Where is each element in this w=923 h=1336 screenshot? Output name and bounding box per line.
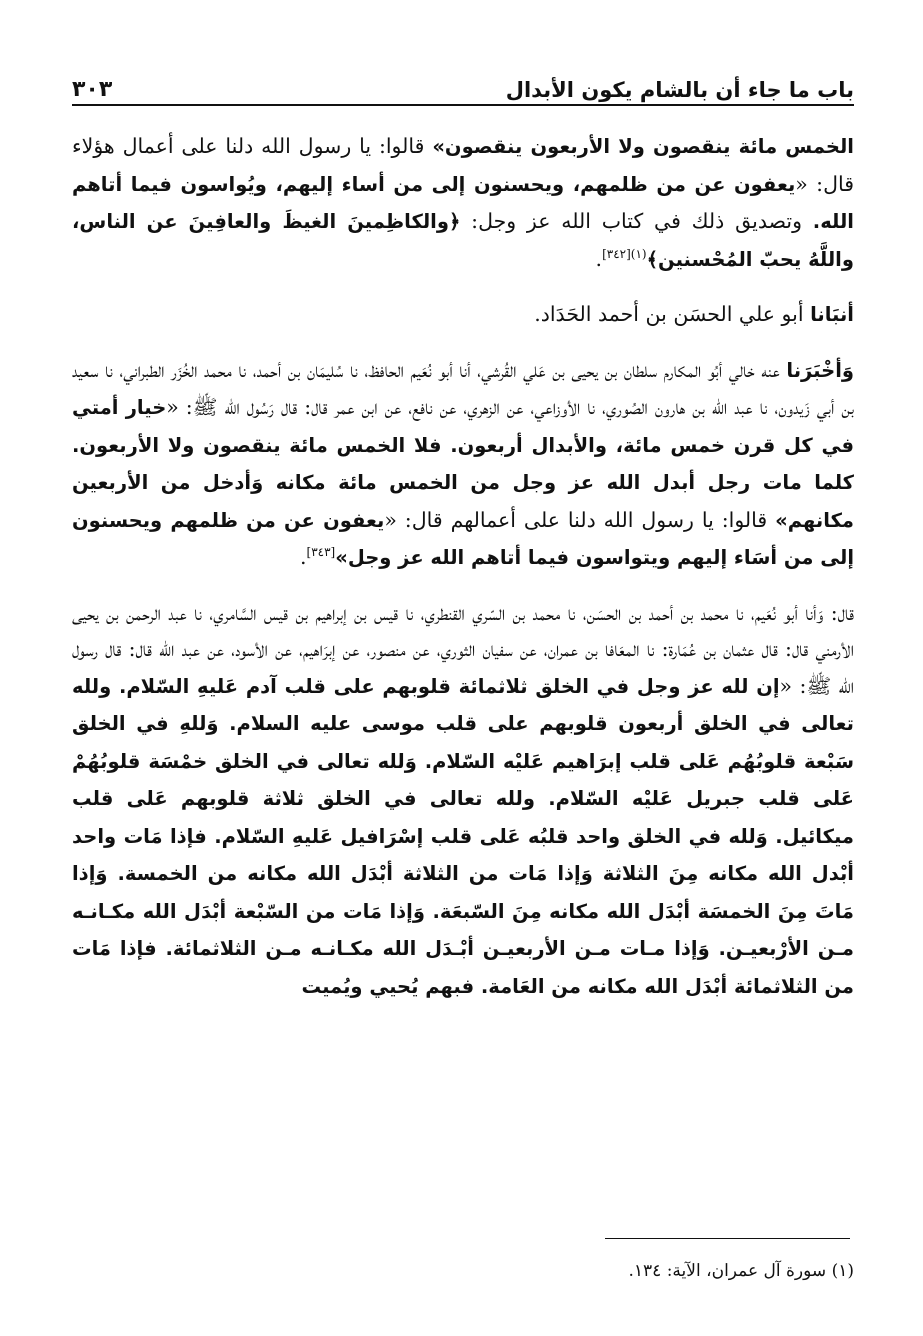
footnote-divider: [605, 1238, 850, 1239]
narration-text: وتصديق ذلك في كتاب الله عز وجل:: [460, 209, 813, 233]
main-text: [72, 128, 854, 1005]
hadith-text: يعفون عن من ظلمهم، ويحسنون إلى من أساء إليهم، ويُواسون فيما أتاهم الله.: [72, 172, 854, 233]
paragraph-1: [72, 128, 854, 278]
transmission-term: وَأخْبَرَنا: [786, 358, 854, 382]
transmission-term: أنبَانا: [810, 303, 854, 326]
paragraph-2: [72, 296, 854, 334]
footnote-marker: (١): [630, 246, 647, 261]
hadith-text: يعفون عن من ظلمهم ويحسنون إلى من أسَاء إليهم ويتواسون فيما أتاهم الله عز وجل»: [72, 508, 854, 569]
footnote-text: سورة آل عمران، الآية: ١٣٤.: [628, 1261, 832, 1281]
header-divider: [72, 104, 854, 106]
quran-verse: ﴿والكاظِمينَ الغيظَ والعافِينَ عن الناس، واللَّهُ يحبّ المُحْسنين﴾: [72, 210, 854, 271]
footnote: [72, 1258, 854, 1284]
hadith-text: الخمس مائة ينقصون ولا الأربعون ينقصون»: [432, 135, 854, 158]
paragraph-3: [72, 352, 854, 577]
reference-number: [٣٤٢]: [602, 246, 631, 261]
footnote-number: (١): [831, 1261, 854, 1281]
sentence-end: .: [299, 545, 307, 569]
isnad-text: عنه خالي أبُو المكارم سلطان بن يحيى بن عَلي القُرشي، أنا أبو نُعَيم الحافظ، نا سُليمَان بن أحمد، نا محمد الخُزَر الطبراني، نا سعيد بن أبي زَيدون، نا عبد اللّه بن هارون الصُوري، نا الأوزاعي، عن الزهري، عن نافع، عن ابن عمر قال: قال رَسُول الله ﷺ: «: [72, 357, 854, 419]
narration-text: أبو علي الحسَن بن أحمد الحَدَاد.: [534, 302, 811, 326]
running-title: باب ما جاء أن بالشام يكون الأبدال: [505, 78, 854, 102]
reference-number: [٣٤٣]: [306, 545, 336, 560]
narration-text: قالوا: يا رسول الله دلنا على أعمالهم قال: «: [384, 507, 776, 532]
hadith-text: إن لله عز وجل في الخلق ثلاثمائة قلوبهم على قلب آدم عَليهِ السّلام. ولله تعالى في الخلق أربعون قلوبهم على قلب موسى عليه السلام. وَللهِ في الخلق سَبْعة قلوبُهُم عَلى قلب إبرَاهيم عَليْه السّلام. وَلله تعالى في الخلق خمْسَة قلوبُهُمْ عَلى قلب جبريل عَليْه السّلام. ولله تعالى في الخلق ثلاثة قلوبهم عَلى قلب ميكائيل. وَلله في الخلق واحد قلبُه عَلى قلب إسْرَافيل عَليهِ السّلام. فإذا مَات واحد أبْدل الله مكانه مِنَ الثلاثة وَإذا مَات من الثلاثة أبْدَل الله مكانه من الخمسة. وَإذا مَاتَ مِنَ الخمسَة أبْدَل الله مكانه مِنَ السّبعَة. وَإذا مَات من السّبْعة أبْدَل الله مكـانـه مـن الأرْبعيـن. وَإذا مـات مـن الأربعيـن أبْـدَل الله مكـانـه مـن الثلاثمائة. فإذا مَات من الثلاثمائة أبْدَل الله مكانه من العَامة. فبهم يُحيي ويُميت: [72, 674, 854, 998]
sentence-end: .: [595, 246, 603, 271]
narration-text: قالوا: يا رسول الله دلنا على أعمال هؤلاء قال: «: [72, 134, 855, 196]
page-header: [72, 62, 854, 102]
isnad-text: قال: وَأنا أبو نُعَيم، نا محمد بن أحمد بن الحسَن، نا محمد بن السّري القنطري، نا قيس بن إبراهيم بن قيس السَّامري، نا عبد الرحمن بن يحيى الأرمني قال: قال عثمان بن عُمَارة: نا المعَافا بن عمران، عن سفيان الثوري، عن منصور، عن إبرَاهيم، عن الأسود، عن عبد اللّه قال: قال رسول الله ﷺ: «: [72, 600, 854, 698]
paragraph-4: [72, 595, 854, 1006]
page-number: ٣٠٣: [72, 77, 113, 102]
hadith-text: خيار أمتي في كل قرن خمس مائة، والأبدال أربعون. فلا الخمس مائة ينقصون ولا الأربعون. كلما مات رجل أبدل الله عز وجل من الخمس مائة مكانه وَأدخل من الأربعين مكانهم»: [72, 396, 854, 532]
